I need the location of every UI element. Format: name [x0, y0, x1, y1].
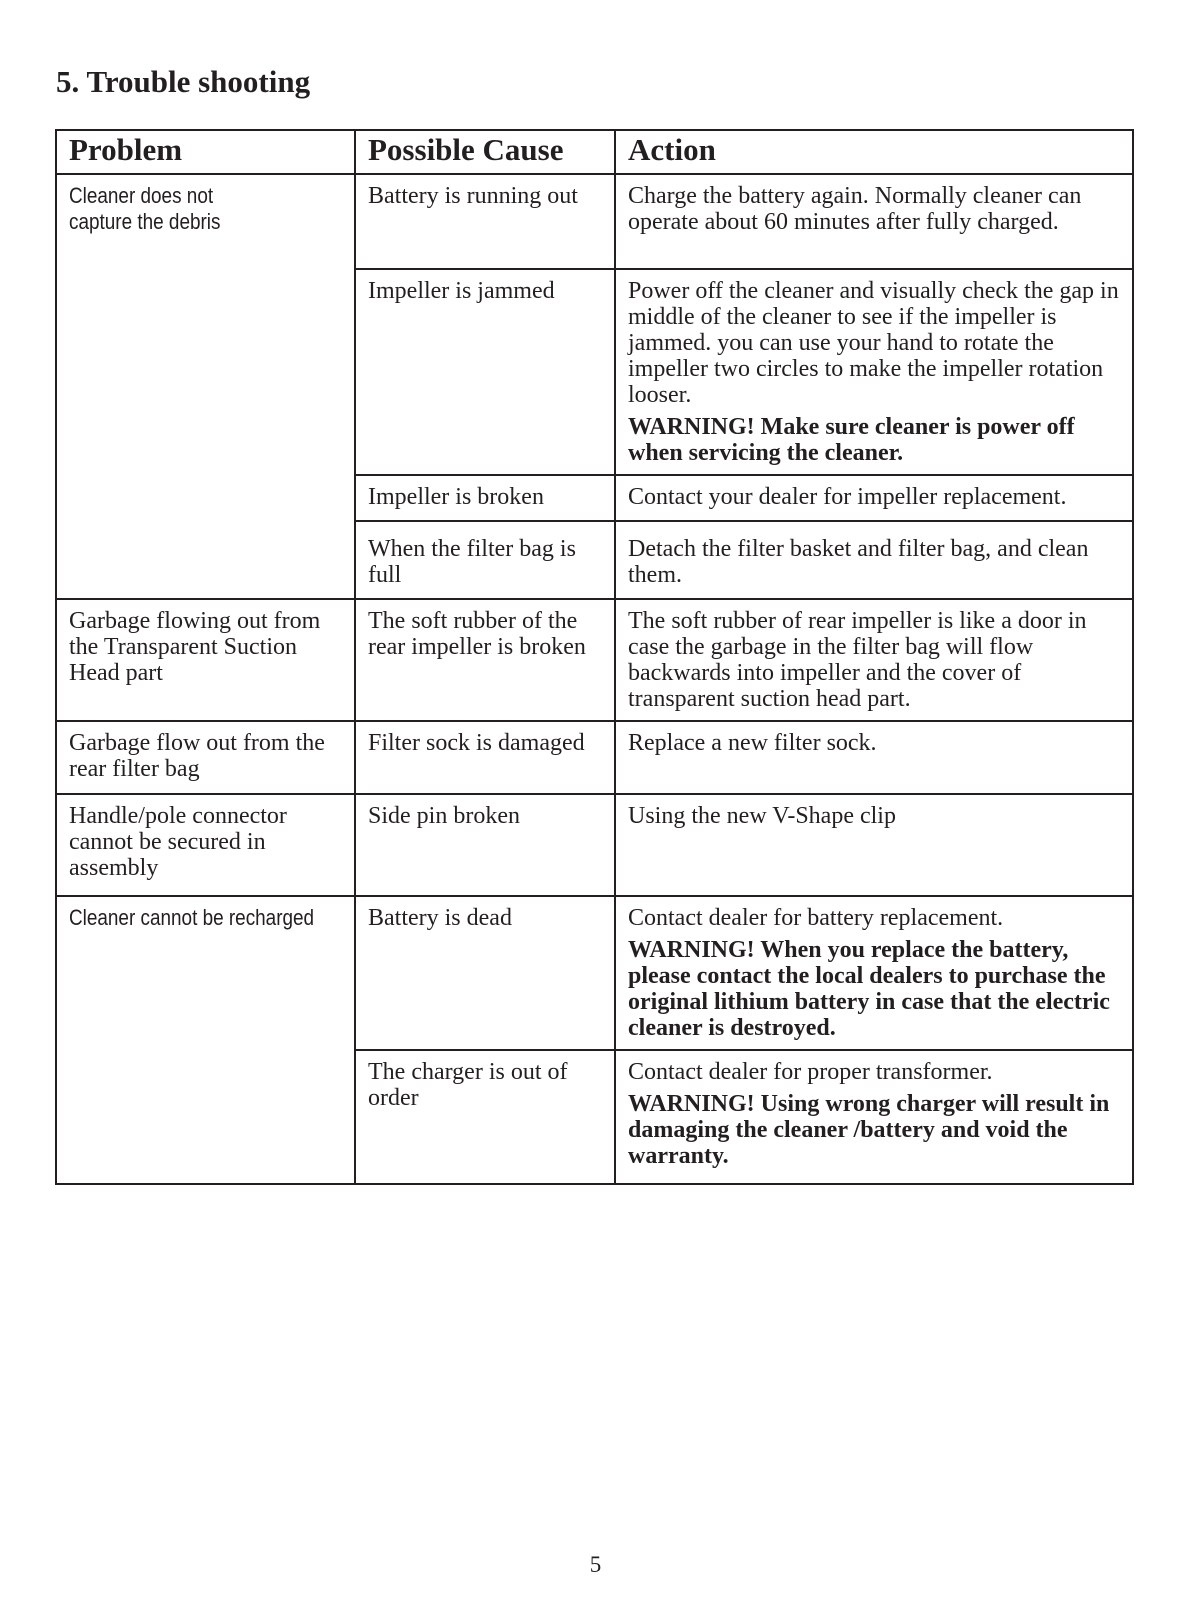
action-cell [615, 174, 1133, 269]
problem-cell [56, 174, 355, 599]
action-text: Replace a new filter sock. [628, 730, 877, 756]
cause-cell: Side pin broken [355, 794, 615, 896]
header-possible-cause: Possible Cause [355, 130, 615, 174]
cause-cell: Filter sock is damaged [355, 721, 615, 794]
table-row [56, 794, 1133, 896]
action-cell [615, 896, 1133, 1050]
warning-text: WARNING! Make sure cleaner is power off when servicing the cleaner. [628, 414, 1075, 466]
action-text: Using the new V-Shape clip [628, 803, 896, 829]
cause-cell: Impeller is jammed [355, 269, 615, 475]
table-row [56, 174, 1133, 269]
page-title: 5. Trouble shooting [56, 64, 311, 99]
cause-cell: Impeller is broken [355, 475, 615, 521]
cause-cell: The soft rubber of the rear impeller is broken [355, 599, 615, 721]
action-cell [615, 794, 1133, 896]
troubleshooting-table [55, 129, 1134, 1185]
table-row [56, 599, 1133, 721]
cause-cell: The charger is out of order [355, 1050, 615, 1184]
problem-cell: Handle/pole connector cannot be secured in assembly [56, 794, 355, 896]
action-cell [615, 269, 1133, 475]
action-text: Contact your dealer for impeller replacement. [628, 484, 1067, 510]
problem-cell: Garbage flowing out from the Transparent Suction Head part [56, 599, 355, 721]
problem-text: Cleaner does not capture the debris [69, 183, 221, 234]
action-cell [615, 521, 1133, 599]
table-row [56, 721, 1133, 794]
problem-cell: Garbage flow out from the rear filter bag [56, 721, 355, 794]
action-cell [615, 721, 1133, 794]
action-text: Detach the filter basket and filter bag, and clean them. [628, 536, 1089, 588]
table-header-row [56, 130, 1133, 174]
table-row [56, 896, 1133, 1050]
action-cell [615, 1050, 1133, 1184]
action-cell [615, 599, 1133, 721]
action-text: Charge the battery again. Normally cleaner can operate about 60 minutes after fully charged. [628, 183, 1082, 235]
action-text: Power off the cleaner and visually check the gap in middle of the cleaner to see if the impeller is jammed. you can use your hand to rotate the impeller two circles to make the impeller rotation looser. [628, 278, 1119, 408]
problem-text: Cleaner cannot be recharged [69, 905, 315, 930]
cause-cell: Battery is running out [355, 174, 615, 269]
cause-cell: When the filter bag is full [355, 521, 615, 599]
page-number: 5 [589, 1552, 602, 1577]
problem-cell [56, 896, 355, 1184]
action-text: The soft rubber of rear impeller is like a door in case the garbage in the filter bag will flow backwards into impeller and the cover of transparent suction head part. [628, 608, 1087, 712]
warning-text: WARNING! Using wrong charger will result in damaging the cleaner /battery and void the warranty. [628, 1091, 1110, 1169]
warning-text: WARNING! When you replace the battery, please contact the local dealers to purchase the original lithium battery in case that the electric cleaner is destroyed. [628, 937, 1110, 1041]
action-text: Contact dealer for battery replacement. [628, 905, 1004, 931]
header-action: Action [615, 130, 1133, 174]
header-problem: Problem [56, 130, 355, 174]
cause-cell: Battery is dead [355, 896, 615, 1050]
action-cell [615, 475, 1133, 521]
action-text: Contact dealer for proper transformer. [628, 1059, 993, 1085]
